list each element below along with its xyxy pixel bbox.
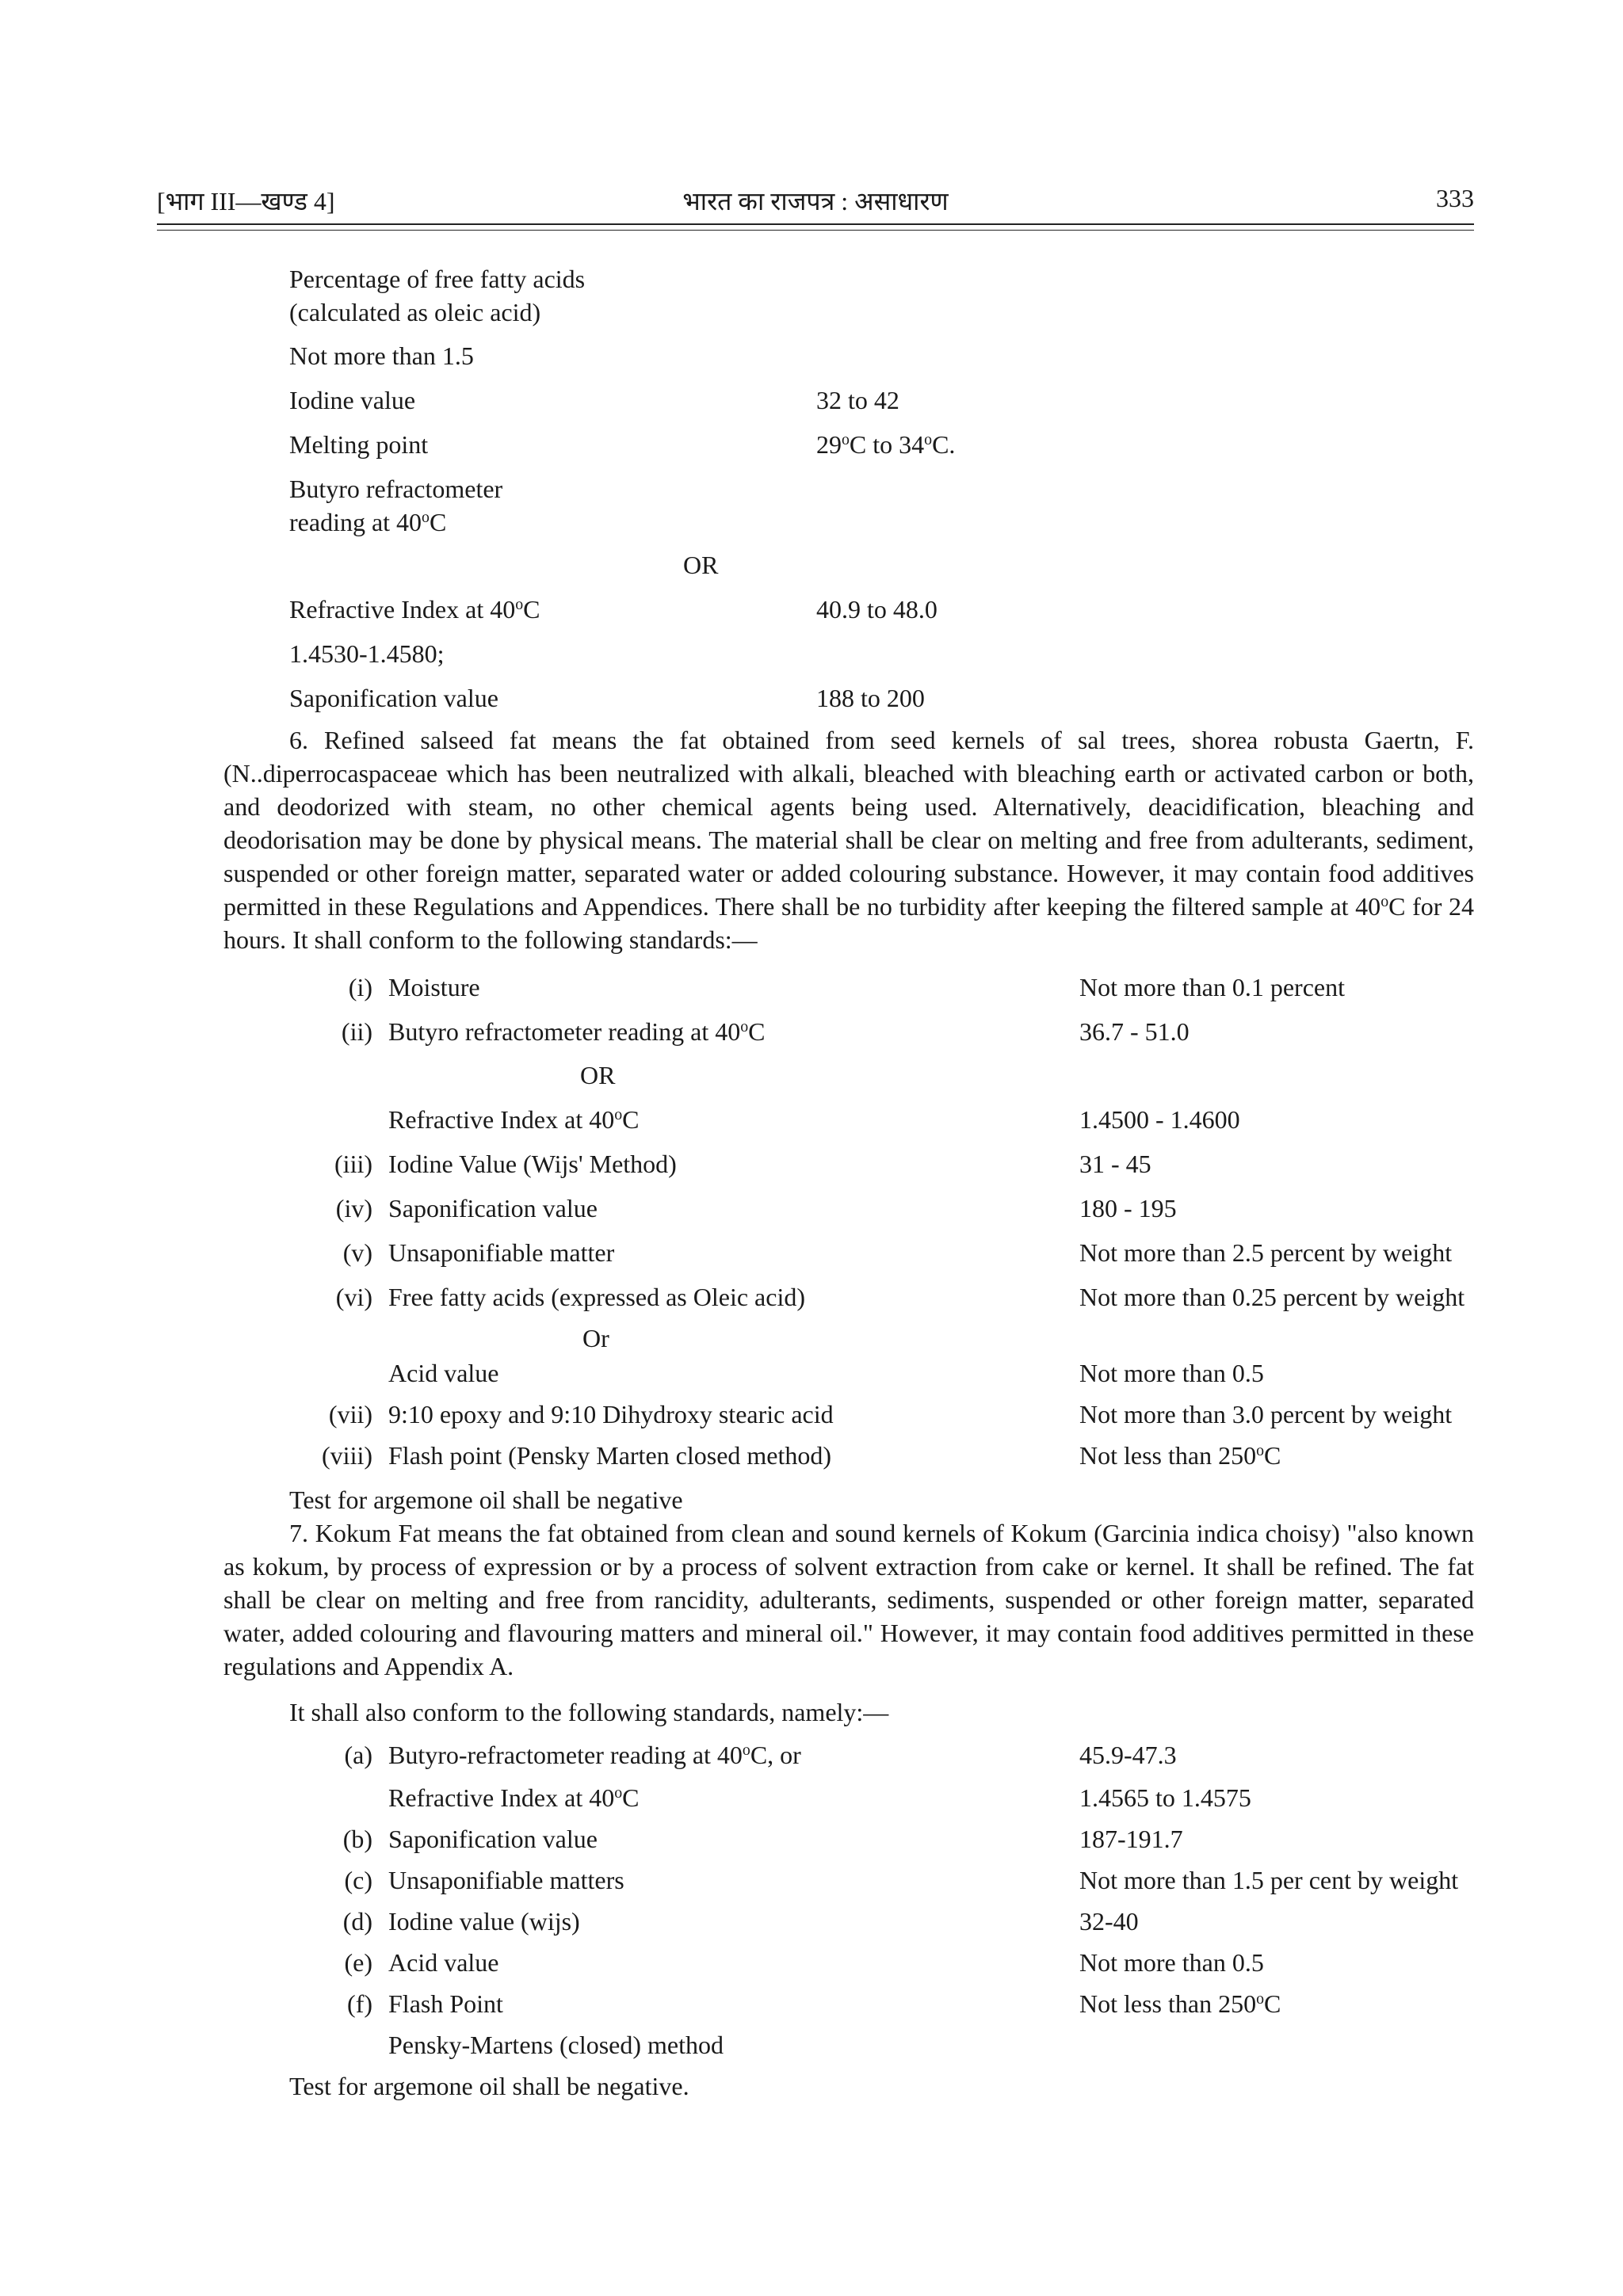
item-value: 180 - 195: [1079, 1194, 1177, 1222]
item-number: (v): [342, 1238, 372, 1267]
item-label: Free fatty acids (expressed as Oleic acid): [388, 1283, 805, 1311]
header-rule-bottom: [157, 230, 1474, 231]
or-separator: OR: [683, 551, 719, 579]
refractive-value: 40.9 to 48.0: [816, 595, 938, 624]
paragraph-7: 7. Kokum Fat means the fat obtained from clean and sound kernels of Kokum (Garcinia indica choisy) "also known as kokum, by process of expression or by a process of solvent extraction from cake or kernel. It shall be refined. The fat shall be clear on melting and free from rancidity, adulterants, sediments, suspended or other foreign matter, separated water, added colouring and flavouring matters and mineral oil." However, it may contain food additives permitted in these regulations and Appendix A.: [223, 1519, 1474, 1680]
item-number: (i): [348, 973, 372, 1001]
item-label: 9:10 epoxy and 9:10 Dihydroxy stearic acid: [388, 1400, 834, 1428]
item-number: (e): [344, 1948, 372, 1977]
item-label: Pensky-Martens (closed) method: [388, 2031, 724, 2059]
argemone-test: Test for argemone oil shall be negative: [289, 1486, 683, 1514]
item-number: (f): [347, 1989, 372, 2018]
item-label: Unsaponifiable matter: [388, 1238, 615, 1267]
argemone-test: Test for argemone oil shall be negative.: [289, 2072, 689, 2100]
item-number: (b): [342, 1825, 372, 1853]
item-value: 1.4500 - 1.4600: [1079, 1105, 1240, 1134]
item-label: Acid value: [388, 1359, 499, 1387]
item-label: Saponification value: [388, 1825, 598, 1853]
header-title: भारत का राजपत्र : असाधारण: [682, 187, 949, 215]
iodine-value: 32 to 42: [816, 386, 899, 414]
item-value: Not more than 1.5 per cent by weight: [1079, 1866, 1459, 1894]
ffa-label-line2: (calculated as oleic acid): [289, 298, 541, 326]
header-section: [भाग III—खण्ड 4]: [157, 187, 335, 215]
saponification-label: Saponification value: [289, 684, 498, 712]
item-number: (iii): [334, 1150, 372, 1178]
item-number: (viii): [322, 1441, 372, 1470]
item-value: Not more than 0.5: [1079, 1948, 1264, 1977]
or-separator: Or: [582, 1324, 609, 1352]
item-label: Iodine Value (Wijs' Method): [388, 1150, 677, 1178]
or-separator: OR: [580, 1061, 616, 1089]
item-number: (a): [344, 1741, 372, 1769]
header-rule-top: [157, 223, 1474, 225]
item-label: Saponification value: [388, 1194, 598, 1222]
item-label: Acid value: [388, 1948, 499, 1977]
butyro-label-line1: Butyro refractometer: [289, 475, 503, 503]
item-value: 45.9-47.3: [1079, 1741, 1177, 1769]
saponification-value: 188 to 200: [816, 684, 925, 712]
item-label: Butyro-refractometer reading at 40$^o$C, or: [388, 1741, 801, 1769]
item-label: Butyro refractometer reading at 40$^o$C: [388, 1017, 766, 1046]
item-label: Moisture: [388, 973, 480, 1001]
item-value: Not more than 0.1 percent: [1079, 973, 1345, 1001]
item-label: Flash point (Pensky Marten closed method): [388, 1441, 832, 1470]
item-value: Not more than 0.25 percent by weight: [1079, 1283, 1465, 1311]
item-value: 31 - 45: [1079, 1150, 1151, 1178]
item-value: 187-191.7: [1079, 1825, 1183, 1853]
item-number: (d): [342, 1907, 372, 1936]
conform-statement: It shall also conform to the following standards, namely:—: [289, 1698, 889, 1726]
iodine-label: Iodine value: [289, 386, 416, 414]
ffa-label-line1: Percentage of free fatty acids: [289, 265, 586, 293]
item-value: 32-40: [1079, 1907, 1139, 1936]
page-header: [157, 184, 1474, 222]
paragraph-6: 6. Refined salseed fat means the fat obtained from seed kernels of sal trees, shorea robusta Gaertn, F.(N..diperrocaspaceae which has been neutralized with alkali, bleached with bleaching earth or activated carbon or both, and deodorized with steam, no other chemical agents being used. Alternatively, deacidification, bleaching and deodorisation may be done by physical means. The material shall be clear on melting and free from adulterants, sediment, suspended or other foreign matter, separated water or added colouring substance. However, it may contain food additives permitted in these Regulations and Appendices. There shall be no turbidity after keeping the filtered sample at 40$^o$C for 24 hours. It shall conform to the following standards:—: [223, 726, 1475, 954]
item-value: Not more than 3.0 percent by weight: [1079, 1400, 1453, 1428]
item-number: (vii): [328, 1400, 372, 1428]
item-label: Flash Point: [388, 1989, 503, 2018]
melting-value: 29$^o$C to 34$^o$C.: [816, 430, 956, 459]
item-value: Not more than 2.5 percent by weight: [1079, 1238, 1453, 1267]
butyro-label-line2: reading at 40$^o$C: [289, 508, 447, 536]
item-value: 36.7 - 51.0: [1079, 1017, 1190, 1046]
item-value: Not more than 0.5: [1079, 1359, 1264, 1387]
item-value: Not less than 250$^o$C: [1079, 1441, 1281, 1470]
ffa-limit: Not more than 1.5: [289, 341, 474, 370]
item-label: Iodine value (wijs): [388, 1907, 580, 1936]
refractive-range: 1.4530-1.4580;: [289, 639, 445, 668]
item-value: 1.4565 to 1.4575: [1079, 1783, 1251, 1812]
item-number: (ii): [341, 1017, 372, 1046]
item-label: Unsaponifiable matters: [388, 1866, 624, 1894]
item-label: Refractive Index at 40$^o$C: [388, 1783, 640, 1812]
item-number: (c): [344, 1866, 372, 1894]
page-number: 333: [1436, 184, 1474, 212]
item-label: Refractive Index at 40$^o$C: [388, 1105, 640, 1134]
item-number: (vi): [335, 1283, 372, 1311]
item-value: Not less than 250$^o$C: [1079, 1989, 1281, 2018]
refractive-label: Refractive Index at 40$^o$C: [289, 595, 540, 624]
item-number: (iv): [335, 1194, 372, 1222]
melting-label: Melting point: [289, 430, 429, 459]
